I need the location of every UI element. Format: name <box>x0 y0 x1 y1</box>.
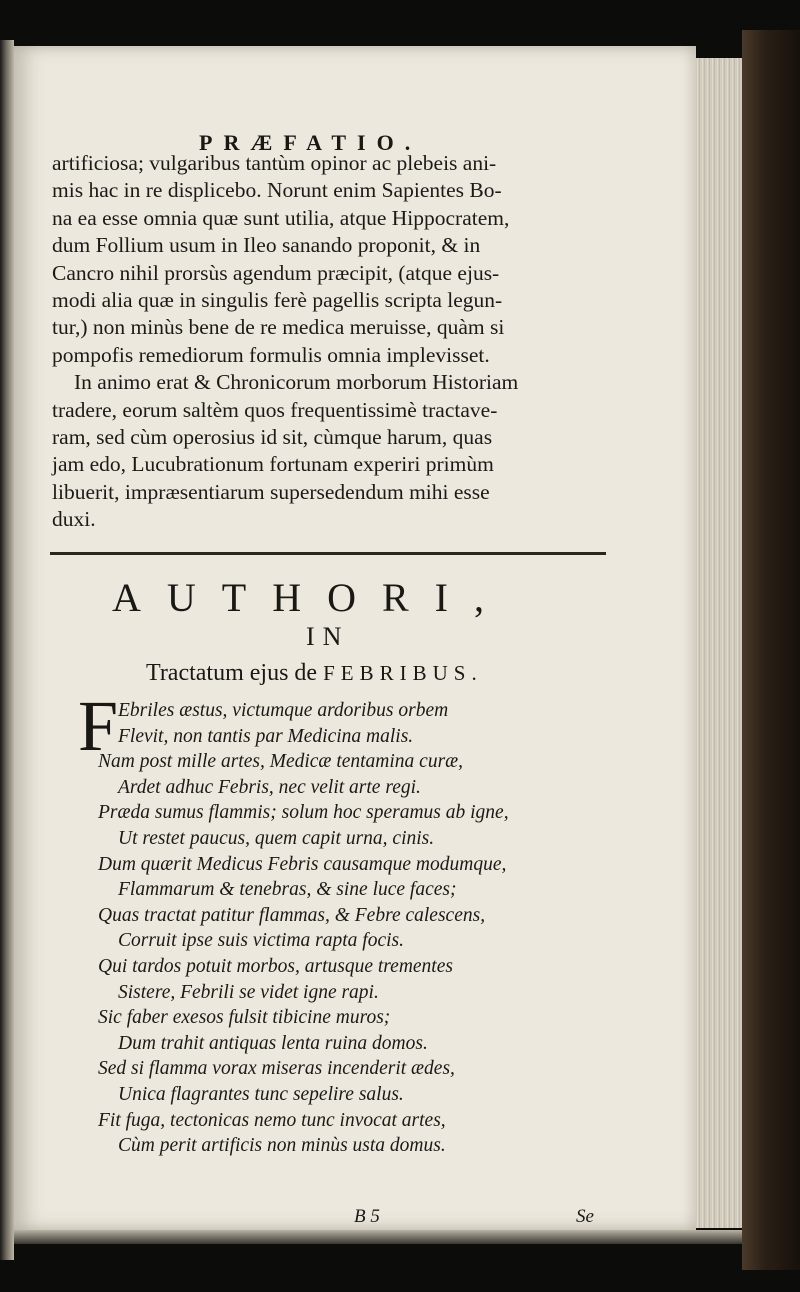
book-page <box>14 46 696 1230</box>
poem-line: Ardet adhuc Febris, nec velit arte regi. <box>118 776 421 798</box>
poem-line: Unica flagrantes tunc sepelire salus. <box>118 1083 404 1105</box>
poem-line: Sic faber exesos fulsit tibicine muros; <box>98 1007 391 1029</box>
poem <box>14 698 696 1159</box>
poem-line: Ut restet paucus, quem capit urna, cinis. <box>118 827 435 849</box>
binding-edge <box>0 40 14 1260</box>
dedication-in: IN <box>306 622 350 651</box>
poem-line: Ebriles æstus, victumque ardoribus orbem <box>118 700 449 721</box>
poem-line: Qui tardos potuit morbos, artusque trementes <box>98 955 453 977</box>
text-line: pompofis remediorum formulis omnia implevisset. <box>52 342 490 367</box>
text-line: modi alia quæ in singulis ferè pagellis scripta legun- <box>52 287 503 312</box>
poem-line: Fit fuga, tectonicas nemo tunc invocat artes, <box>98 1109 446 1131</box>
poem-line: Dum quærit Medicus Febris causamque modumque, <box>98 853 507 875</box>
subtitle-prefix: Tractatum ejus de <box>146 660 324 686</box>
poem-line: Quas tractat patitur flammas, & Febre calescens, <box>98 904 486 926</box>
text-line: In animo erat & Chronicorum morborum Historiam <box>74 370 519 395</box>
text-line: duxi. <box>52 507 96 532</box>
poem-line: Cùm perit artificis non minùs usta domus. <box>118 1135 446 1157</box>
text-line: artificiosa; vulgaribus tantùm opinor ac plebeis ani- <box>52 151 497 175</box>
text-line: tradere, eorum saltèm quos frequentissimè tractave- <box>52 397 498 422</box>
page-footer <box>14 1206 696 1232</box>
poem-line: Sed si flamma vorax miseras incenderit ædes, <box>98 1058 455 1080</box>
signature-mark: B 5 <box>354 1206 380 1227</box>
poem-line: Præda sumus flammis; solum hoc speramus ab igne, <box>98 802 509 824</box>
text-line: dum Follium usum in Ileo sanando proponit, & in <box>52 233 481 258</box>
text-line: libuerit, impræsentiarum supersedendum mihi esse <box>52 479 490 504</box>
poem-line: Nam post mille artes, Medicæ tentamina curæ, <box>98 751 464 773</box>
drop-cap: F <box>78 686 119 766</box>
text-line: jam edo, Lucubrationum fortunam experiri primùm <box>52 452 494 477</box>
dedication-subtitle <box>146 660 483 687</box>
text-line: Cancro nihil prorsùs agendum præcipit, (atque ejus- <box>52 260 500 285</box>
poem-line: Dum trahit antiquas lenta ruina domos. <box>118 1032 428 1054</box>
page-bottom-edge <box>14 1230 742 1244</box>
running-head: PRÆFATIO. <box>199 130 422 155</box>
catchword: Se <box>576 1206 594 1227</box>
text-line: mis hac in re displicebo. Norunt enim Sapientes Bo- <box>52 178 502 203</box>
preface-text <box>52 150 612 533</box>
poem-line: Corruit ipse suis victima rapta focis. <box>118 930 405 952</box>
text-line: na ea esse omnia quæ sunt utilia, atque Hippocratem, <box>52 205 510 230</box>
poem-line: Sistere, Febrili se videt igne rapi. <box>118 981 379 1003</box>
section-divider <box>50 552 606 555</box>
dedication-title: AUTHORI, <box>112 575 510 620</box>
poem-line: Flevit, non tantis par Medicina malis. <box>118 725 414 747</box>
text-line: tur,) non minùs bene de re medica meruisse, quàm si <box>52 315 505 340</box>
text-line: ram, sed cùm operosius id sit, cùmque harum, quas <box>52 424 493 449</box>
poem-line: Flammarum & tenebras, & sine luce faces; <box>118 879 457 901</box>
subtitle-caps: FEBRIBUS. <box>323 661 483 685</box>
